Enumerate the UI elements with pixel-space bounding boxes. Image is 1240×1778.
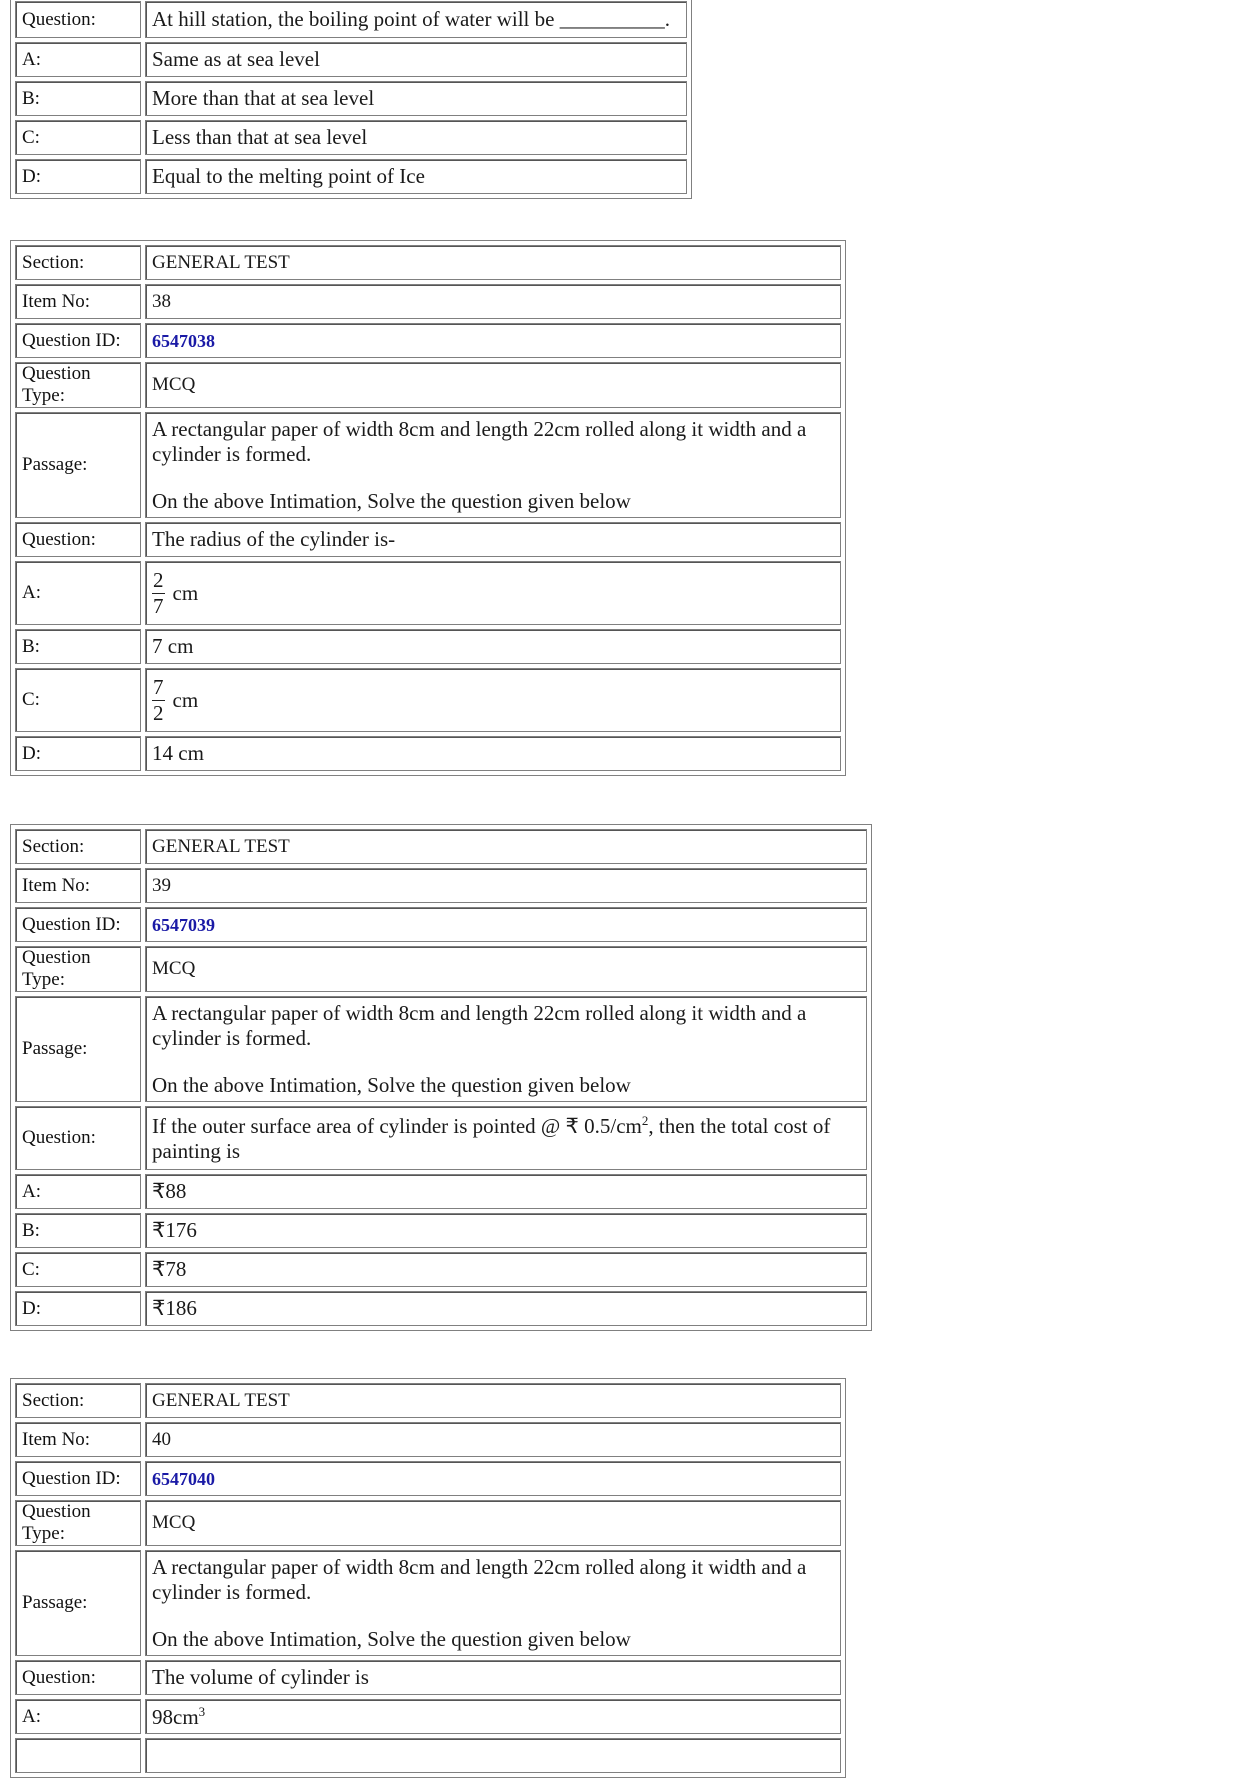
option-a-unit: cm [172, 580, 199, 605]
passage-label: Passage: [15, 1550, 141, 1656]
option-d-text: 14 cm [145, 736, 841, 771]
option-a-text: Same as at sea level [145, 42, 687, 77]
question-type-row [15, 946, 867, 992]
option-a-text: $98cm^3$ [145, 1699, 841, 1734]
question-type-row [15, 1500, 841, 1546]
question-label: Question: [15, 522, 141, 557]
option-d-text: Equal to the melting point of Ice [145, 159, 687, 194]
option-a-row [15, 42, 687, 77]
question-type-row [15, 362, 841, 408]
question-type-label: Question Type: [15, 946, 141, 992]
question-row [15, 1660, 841, 1695]
question-id-value: 6547038 [152, 331, 215, 351]
option-b-row [15, 1738, 841, 1773]
question-block-37 [10, 0, 692, 199]
question-text: If the outer surface area of cylinder is pointed @ ₹ $0.5/cm^2$, then the total cost of painting is [145, 1106, 867, 1170]
passage-text: A rectangular paper of width 8cm and length 22cm rolled along it width and a cylinder is formed. [152, 1554, 807, 1604]
item-no-value: 40 [145, 1422, 841, 1457]
item-no-row [15, 868, 867, 903]
option-b-row [15, 81, 687, 116]
question-label: Question: [15, 1660, 141, 1695]
option-b-row [15, 1213, 867, 1248]
section-label: Section: [15, 245, 141, 280]
option-b-text: More than that at sea level [145, 81, 687, 116]
section-value: GENERAL TEST [145, 245, 841, 280]
question-row [15, 1, 687, 38]
item-no-label: Item No: [15, 284, 141, 319]
passage-instruction: On the above Intimation, Solve the question given below [152, 1072, 631, 1097]
option-c-row [15, 1252, 867, 1287]
option-d-row [15, 736, 841, 771]
question-id-label: Question ID: [15, 1461, 141, 1496]
question-type-label: Question Type: [15, 1500, 141, 1546]
option-d-label: D: [15, 736, 141, 771]
option-d-label: D: [15, 1291, 141, 1326]
option-a-row [15, 1174, 867, 1209]
option-b-text: ₹176 [145, 1213, 867, 1248]
question-row [15, 522, 841, 557]
option-a-fraction: $\frac{2}{7}$ [153, 567, 164, 618]
section-row [15, 245, 841, 280]
option-c-text: ₹78 [145, 1252, 867, 1287]
option-b-text: 7 cm [145, 629, 841, 664]
option-c-unit: cm [172, 687, 199, 712]
question-id-label: Question ID: [15, 907, 141, 942]
option-c-row [15, 668, 841, 732]
option-a-row [15, 1699, 841, 1734]
option-c-fraction: $\frac{7}{2}$ [153, 674, 164, 725]
question-id-value: 6547040 [152, 1469, 215, 1489]
passage-text: A rectangular paper of width 8cm and length 22cm rolled along it width and a cylinder is formed. [152, 416, 807, 466]
option-c-label: C: [15, 668, 141, 732]
question-block-38 [10, 240, 846, 776]
item-no-label: Item No: [15, 868, 141, 903]
passage-row [15, 996, 867, 1102]
option-d-row [15, 1291, 867, 1326]
question-text: At hill station, the boiling point of water will be __________. [145, 1, 687, 38]
section-row [15, 829, 867, 864]
question-type-value: MCQ [145, 362, 841, 408]
item-no-row [15, 284, 841, 319]
option-b-row [15, 629, 841, 664]
item-no-row [15, 1422, 841, 1457]
option-a-label: A: [15, 1174, 141, 1209]
question-id-label: Question ID: [15, 323, 141, 358]
passage-text: A rectangular paper of width 8cm and length 22cm rolled along it width and a cylinder is formed. [152, 1000, 807, 1050]
passage-instruction: On the above Intimation, Solve the question given below [152, 488, 631, 513]
question-block-40 [10, 1378, 846, 1778]
option-d-label: D: [15, 159, 141, 194]
question-id-value: 6547039 [152, 915, 215, 935]
option-a-text: ₹88 [145, 1174, 867, 1209]
section-value: GENERAL TEST [145, 829, 867, 864]
item-no-value: 38 [145, 284, 841, 319]
option-c-label: C: [15, 1252, 141, 1287]
question-label: Question: [15, 1, 141, 38]
section-value: GENERAL TEST [145, 1383, 841, 1418]
question-block-39 [10, 824, 872, 1331]
option-d-row [15, 159, 687, 194]
passage-row [15, 1550, 841, 1656]
option-c-row [15, 120, 687, 155]
option-b-label: B: [15, 629, 141, 664]
option-a-label: A: [15, 1699, 141, 1734]
option-b-label: B: [15, 81, 141, 116]
question-text: The volume of cylinder is [145, 1660, 841, 1695]
section-label: Section: [15, 1383, 141, 1418]
option-d-text: ₹186 [145, 1291, 867, 1326]
item-no-value: 39 [145, 868, 867, 903]
question-id-row [15, 323, 841, 358]
option-c-text: Less than that at sea level [145, 120, 687, 155]
passage-row [15, 412, 841, 518]
option-b-label: B: [15, 1213, 141, 1248]
question-id-row [15, 907, 867, 942]
option-b-text [145, 1738, 841, 1773]
question-type-label: Question Type: [15, 362, 141, 408]
question-type-value: MCQ [145, 1500, 841, 1546]
option-a-label: A: [15, 561, 141, 625]
question-row [15, 1106, 867, 1170]
option-c-label: C: [15, 120, 141, 155]
passage-instruction: On the above Intimation, Solve the question given below [152, 1626, 631, 1651]
question-text: The radius of the cylinder is- [145, 522, 841, 557]
question-type-value: MCQ [145, 946, 867, 992]
option-a-row [15, 561, 841, 625]
option-b-label [15, 1738, 141, 1773]
question-label: Question: [15, 1106, 141, 1170]
item-no-label: Item No: [15, 1422, 141, 1457]
question-id-row [15, 1461, 841, 1496]
passage-label: Passage: [15, 996, 141, 1102]
section-label: Section: [15, 829, 141, 864]
passage-label: Passage: [15, 412, 141, 518]
option-a-label: A: [15, 42, 141, 77]
section-row [15, 1383, 841, 1418]
